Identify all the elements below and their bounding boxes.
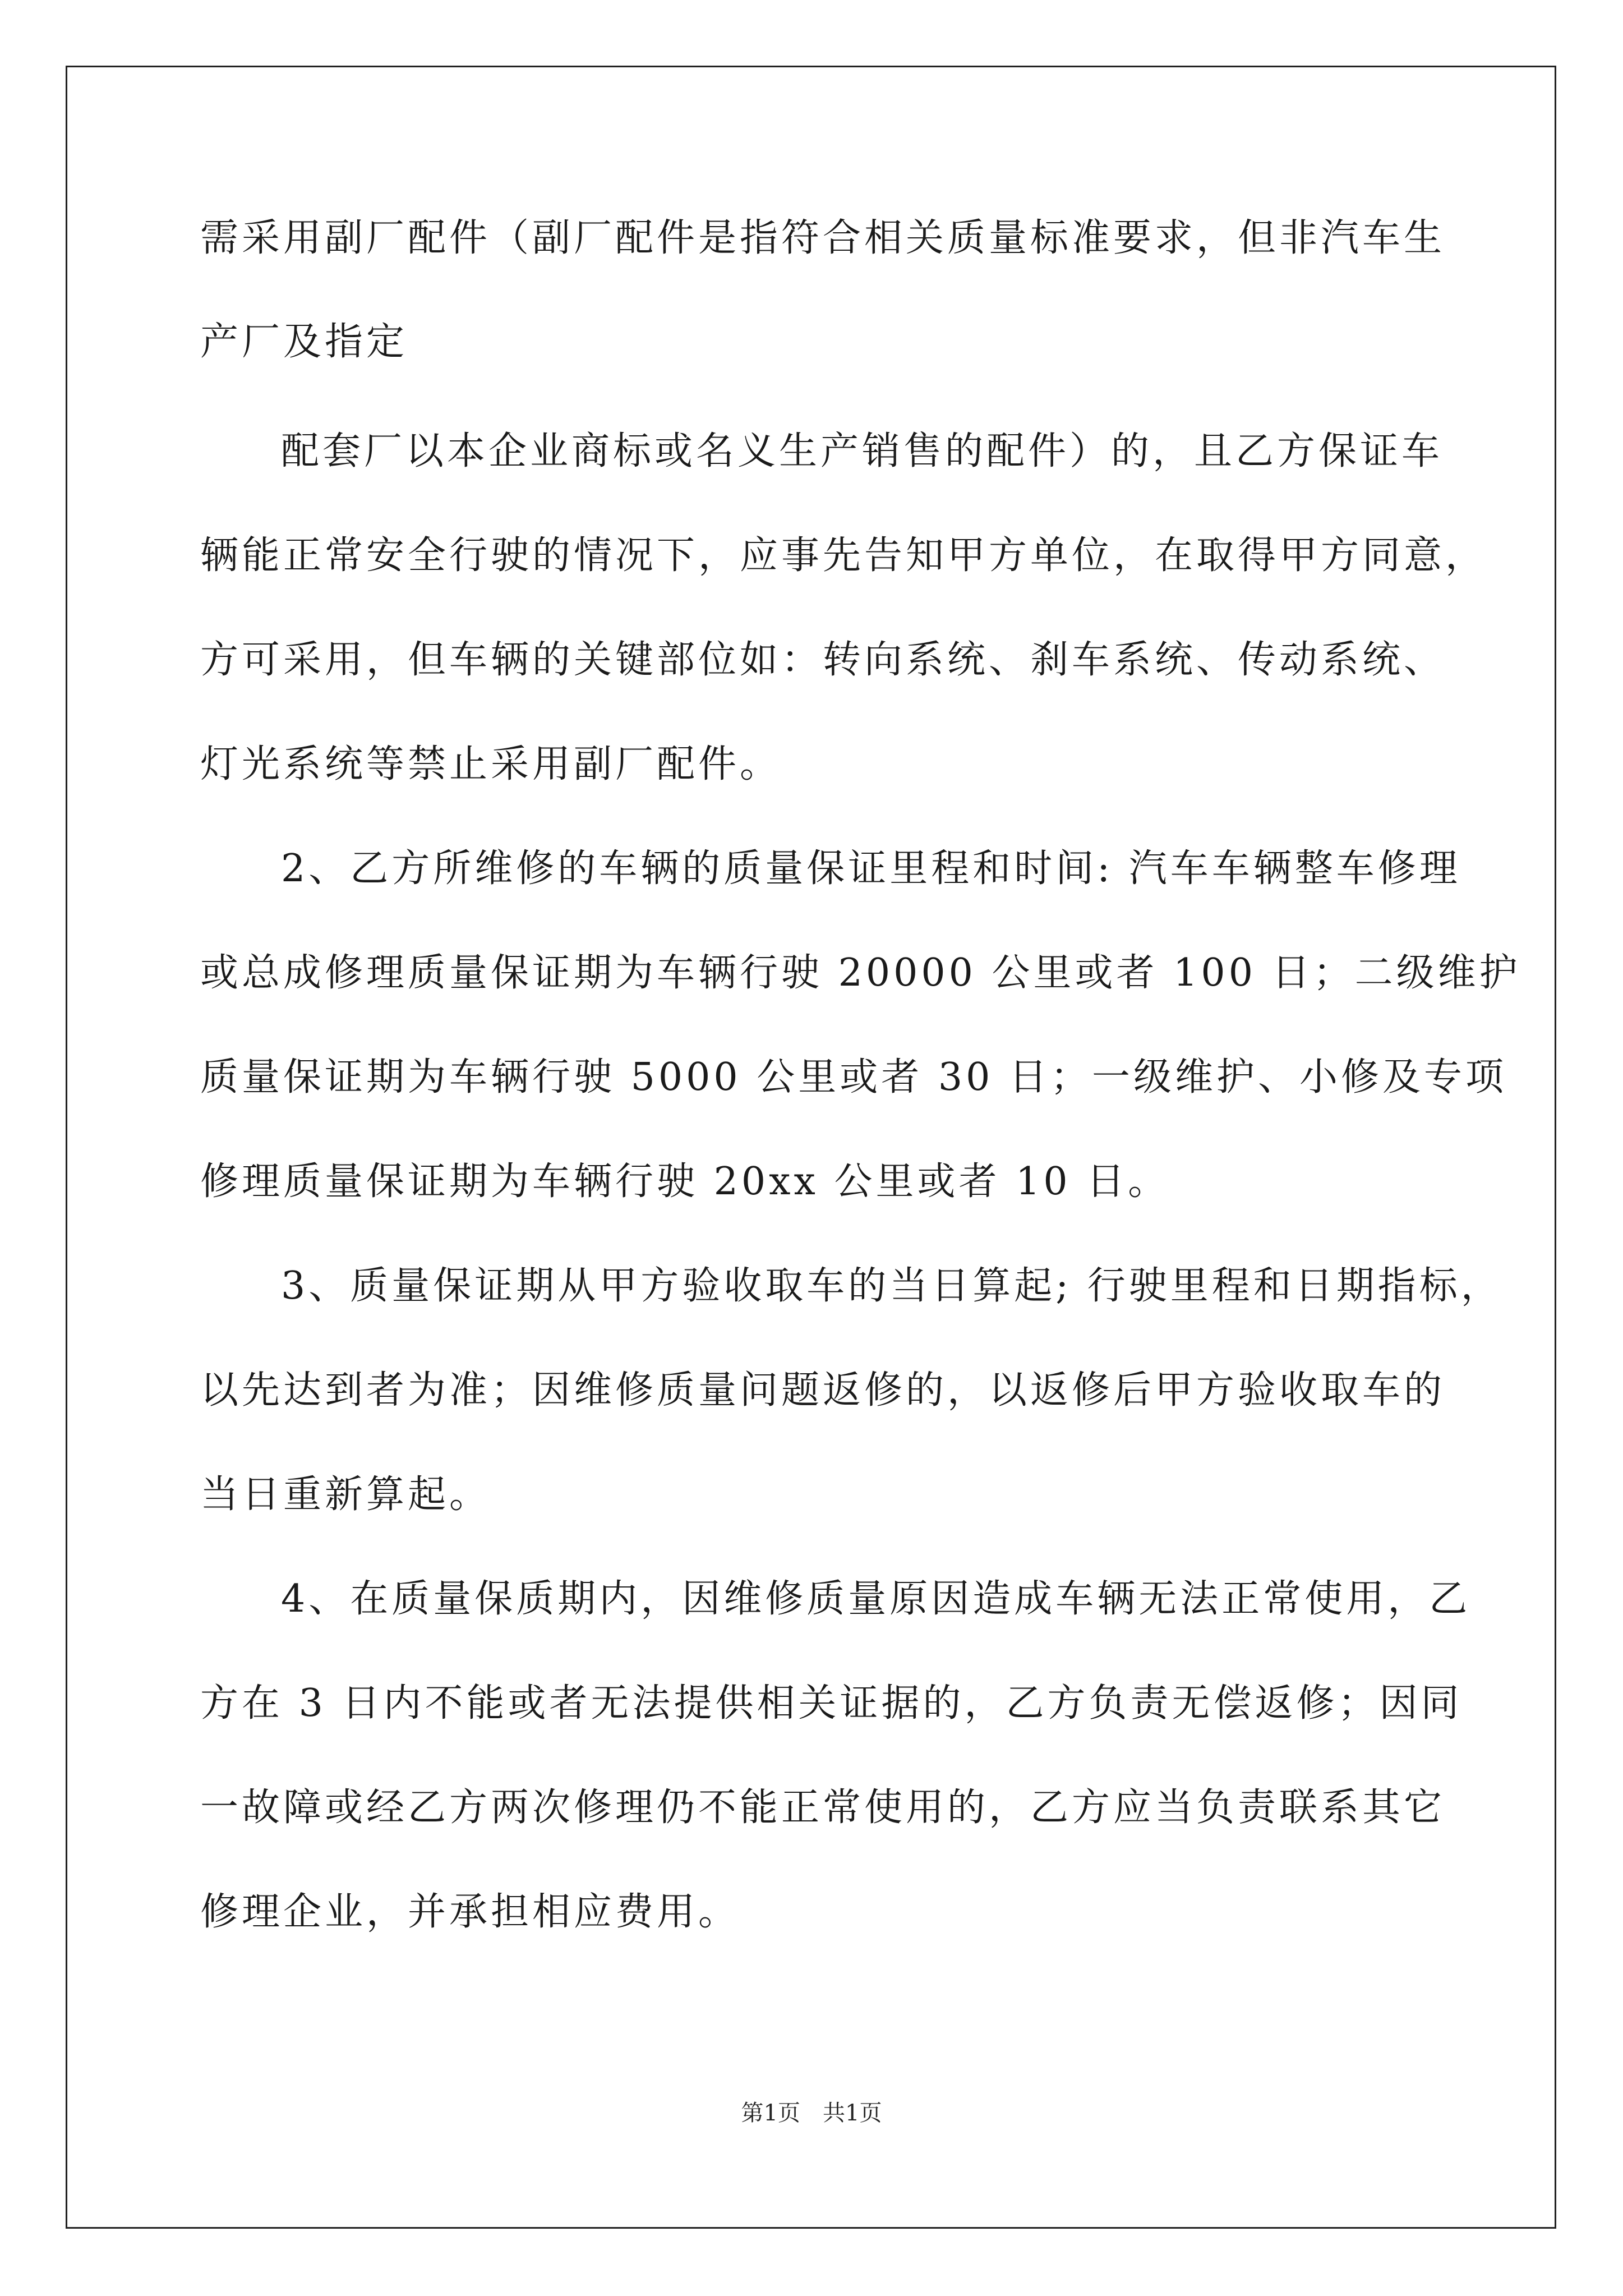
text-line: 灯光系统等禁止采用副厂配件。 — [200, 742, 782, 786]
text-line: 或总成修理质量保证期为车辆行驶 20000 公里或者 100 日；二级维护 — [200, 951, 1521, 995]
text-line: 配套厂以本企业商标或名义生产销售的配件）的，且乙方保证车 — [281, 429, 1444, 473]
text-line: 修理企业，并承担相应费用。 — [200, 1890, 740, 1934]
text-line: 4、在质量保质期内，因维修质量原因造成车辆无法正常使用，乙 — [281, 1577, 1471, 1621]
text-line: 质量保证期为车辆行驶 5000 公里或者 30 日；一级维护、小修及专项 — [200, 1055, 1507, 1099]
text-line: 以先达到者为准；因维修质量问题返修的，以返修后甲方验收取车的 — [200, 1368, 1446, 1412]
text-line: 需采用副厂配件（副厂配件是指符合相关质量标准要求，但非汽车生 — [200, 216, 1446, 260]
text-line: 2、乙方所维修的车辆的质量保证里程和时间: 汽车车辆整车修理 — [281, 846, 1461, 891]
text-line: 一故障或经乙方两次修理仍不能正常使用的，乙方应当负责联系其它 — [200, 1786, 1446, 1830]
text-line: 当日重新算起。 — [200, 1473, 491, 1517]
text-line: 修理质量保证期为车辆行驶 20xx 公里或者 10 日。 — [200, 1159, 1170, 1204]
text-line: 方可采用，但车辆的关键部位如：转向系统、刹车系统、传动系统、 — [200, 638, 1446, 682]
text-line: 产厂及指定 — [200, 320, 408, 364]
text-line: 方在 3 日内不能或者无法提供相关证据的，乙方负责无偿返修；因同 — [200, 1681, 1463, 1726]
text-line: 辆能正常安全行驶的情况下，应事先告知甲方单位，在取得甲方同意， — [200, 533, 1487, 578]
text-line: 3、质量保证期从甲方验收取车的当日算起; 行驶里程和日期指标， — [281, 1264, 1502, 1308]
page-number: 第1页 共1页 — [741, 2100, 882, 2126]
